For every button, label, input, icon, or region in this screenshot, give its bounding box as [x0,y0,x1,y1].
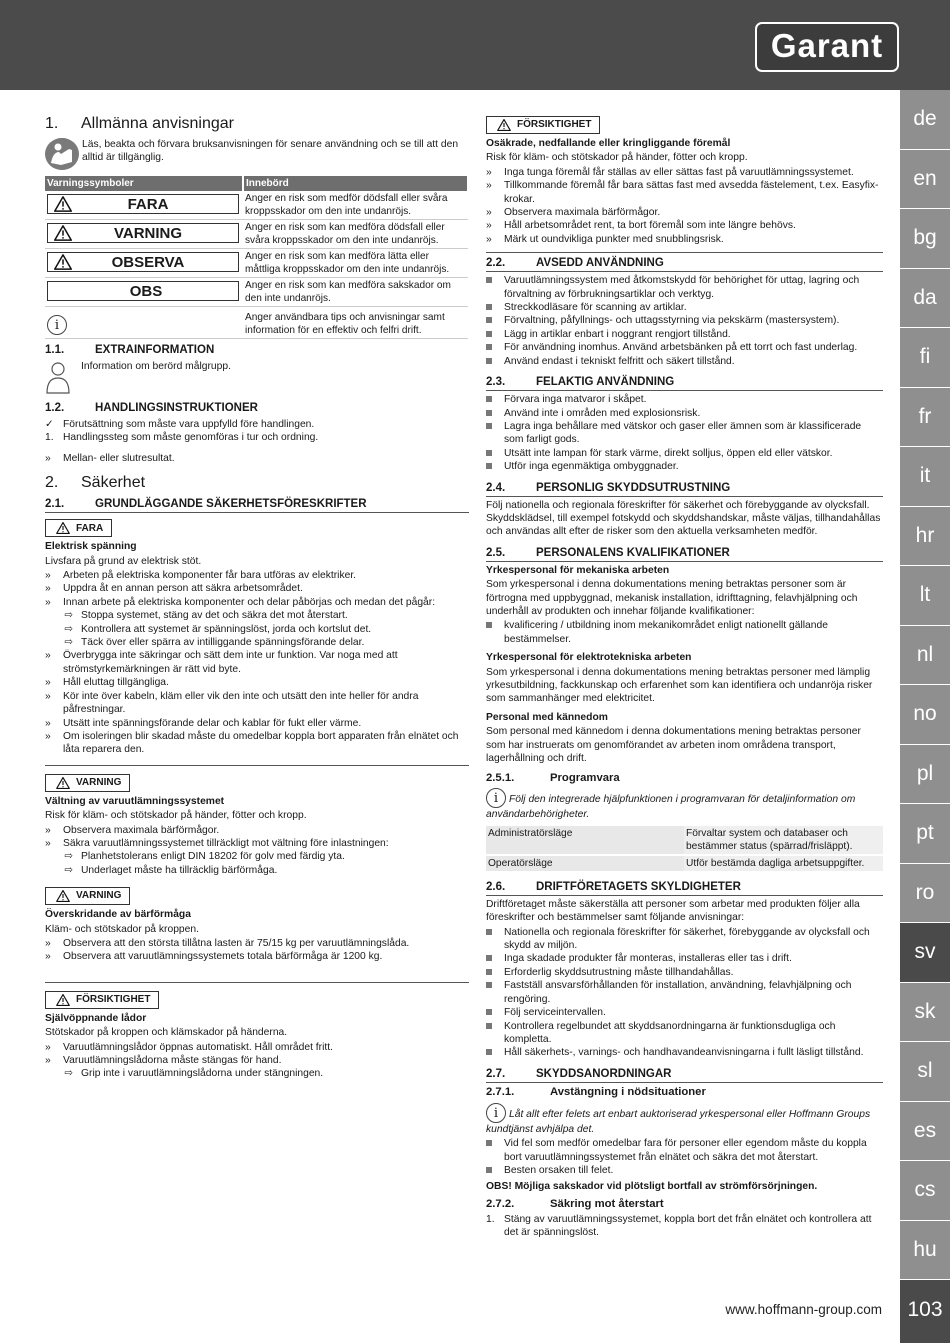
footer-url[interactable]: www.hoffmann-group.com [725,1302,882,1317]
warning-label-fara: FARA [45,519,112,537]
list-item: ✓ Förutsättning som måste vara uppfylld före handlingen. [45,419,315,430]
square-bullet-icon [486,450,492,456]
roles-table [486,826,883,873]
page-number: 103 [900,1280,950,1343]
section-1-1-heading: 1.1. EXTRAINFORMATION [45,344,215,356]
list-item: ⇨ Stoppa systemet, stäng av det och säkra det mot återstart. [64,610,348,622]
list-item: Utför inga egenmäktiga ombyggnader. [486,460,883,473]
damage-warning: OBS! Möjliga sakskador vid plötsligt bortfall av strömförsörjningen. [486,1181,818,1193]
square-bullet-icon [486,1167,492,1173]
list-item: » Arbeten på elektriska komponenter får bara utföras av elektriker. [45,570,357,582]
list-item: » Observera att varuutlämningssystemets totala bärförmåga är 1200 kg. [45,951,383,963]
intended-use-list [486,274,883,368]
subheading: Yrkespersonal för elektrotekniska arbeten [486,652,692,664]
paragraph: Som personal med kännedom i denna dokumentations mening betraktas personer som har instruerats om genomförandet av arbeten inom områdena transport, lagerhållning och drift. [486,726,861,765]
square-bullet-icon [486,1009,492,1015]
list-item: Besten orsaken till felet. [486,1164,883,1177]
info-icon: i [486,788,506,808]
emergency-note: i Låt allt efter felets art enbart auktoriserad yrkespersonal eller Hoffmann Groups kundtjänst avhjälpa det. [486,1103,883,1136]
warning-subtitle: Risk för kläm- och stötskador på händer, fötter och kropp. [45,810,307,822]
language-tab-en[interactable]: en [900,150,950,210]
warning-triangle-icon [56,994,70,1006]
square-bullet-icon [486,331,492,337]
section-2-heading: 2. Säkerhet [45,474,146,492]
warning-title: Elektrisk spänning [45,541,137,553]
warning-triangle-icon [54,225,72,241]
list-item: ⇨ Kontrollera att systemet är spänningslöst, jorda och kortslut det. [64,623,372,635]
table-header-symbols: Varningssymboler [45,176,243,191]
square-bullet-icon [486,344,492,350]
list-item: Lagra inga behållare med vätskor och gaser eller ämnen som är klassificerade som farligt gods. [486,420,883,447]
subheading: Yrkespersonal för mekaniska arbeten [486,564,670,576]
left-column [45,110,469,1081]
warning-title: Osäkrade, nedfallande eller kringliggande föremål [486,138,731,149]
table-row [45,191,468,220]
table-row [45,278,468,307]
table-row [45,307,468,339]
list-item: Fastställ ansvarsförhållanden för installation, användning, felavhjälpning och rengöring. [486,979,883,1006]
square-bullet-icon [486,929,492,935]
language-tab-it[interactable]: it [900,447,950,507]
language-tab-fr[interactable]: fr [900,388,950,448]
language-tab-no[interactable]: no [900,685,950,745]
square-bullet-icon [486,1023,492,1029]
language-tab-pl[interactable]: pl [900,745,950,805]
section-2-6-heading: 2.6. DRIFTFÖRETAGETS SKYLDIGHETER [486,880,883,896]
subheading: Personal med kännedom [486,711,608,723]
section-2-1-heading: 2.1. GRUNDLÄGGANDE SÄKERHETSFÖRESKRIFTER [45,497,469,513]
language-tab-sk[interactable]: sk [900,983,950,1043]
square-bullet-icon [486,969,492,975]
list-item: Använd endast i tekniskt felfritt och säkert tillstånd. [486,355,883,368]
list-item: 1. Stäng av varuutlämningssystemet, koppla bort det från elnätet och kontrollera att det är spänningslöst. [486,1213,872,1239]
square-bullet-icon [486,423,492,429]
section-2-5-heading: 2.5. PERSONALENS KVALIFIKATIONER [486,546,883,562]
list-item: » Håll arbetsområdet rent, ta bort föremål som inte längre behövs. [486,220,796,232]
list-item: kvalificering / utbildning inom mekanikområdet enligt nationellt gällande bestämmelser. [486,619,883,646]
square-bullet-icon [486,410,492,416]
intro-note [45,138,469,170]
person-icon [45,360,71,394]
list-item: Utsätt inte lampan för stark värme, direkt solljus, öppen eld eller vätskor. [486,447,883,460]
list-item: ⇨ Grip inte i varuutlämningslådorna under stängningen. [64,1068,324,1080]
list-item: Förvaltning, påfyllnings- och uttagsstyrning via pekskärm (mastersystem). [486,314,883,327]
section-1-2-heading: 1.2. HANDLINGSINSTRUKTIONER [45,402,258,414]
section-2-7-2-heading: 2.7.2. Säkring mot återstart [486,1197,664,1210]
extra-info-text: Information om berörd målgrupp. [81,361,231,372]
software-note: i Följ den integrerade hjälpfunktionen i programvaran för detaljinformation om användarbehörigheter. [486,788,883,821]
list-item: Inga skadade produkter får monteras, installeras eller tas i drift. [486,952,883,965]
list-item: » Varuutlämningslådor öppnas automatiskt. Håll området fritt. [45,1041,333,1053]
square-bullet-icon [486,358,492,364]
warning-triangle-icon [56,522,70,534]
warning-subtitle: Risk för kläm- och stötskador på händer, fötter och kropp. [486,152,748,164]
language-tab-nl[interactable]: nl [900,626,950,686]
list-item: Streckkodläsare för scanning av artiklar. [486,301,883,314]
warning-triangle-icon [56,890,70,902]
language-tab-cs[interactable]: cs [900,1161,950,1221]
list-item: Lägg in artiklar enbart i noggrant rengjort tillstånd. [486,328,883,341]
list-item: » Håll eluttag tillgängliga. [45,677,169,689]
warning-subtitle: Livsfara på grund av elektrisk stöt. [45,555,202,567]
language-tab-da[interactable]: da [900,269,950,329]
list-item: ⇨ Täck över eller spärra av intilliggande spänningsförande delar. [64,637,365,649]
signal-obs: OBS [47,281,239,301]
section-2-7-1-heading: 2.7.1. Avstängning i nödsituationer [486,1085,706,1098]
list-item: » Kör inte över kabeln, kläm eller vik den inte och utsätt den inte heller för andra påfrestningar. [45,690,419,716]
extra-info [45,360,469,394]
section-2-3-heading: 2.3. FELAKTIG ANVÄNDNING [486,375,883,391]
table-row [45,220,468,249]
paragraph: Som yrkespersonal i denna dokumentations mening betraktas personer som är förtrogna med uppbyggnad, mekanisk installation, idrifttagning, felavhjälpning och underhåll av produkten och innehar följande kvalifikationer: [486,579,858,617]
language-tab-de[interactable]: de [900,90,950,150]
list-item: » Märk ut oundvikliga punkter med snubblingsrisk. [486,233,724,245]
table-row [45,249,468,278]
language-tab-fi[interactable]: fi [900,328,950,388]
square-bullet-icon [486,304,492,310]
garant-logo: Garant [755,22,899,72]
signal-fara: FARA [47,194,239,214]
list-item: Följ serviceintervallen. [486,1006,883,1019]
warning-triangle-icon [54,196,72,212]
language-tab-hr[interactable]: hr [900,507,950,567]
warning-title: Överskridande av bärförmåga [45,909,191,921]
language-tab-es[interactable]: es [900,1102,950,1162]
warning-subtitle: Stötskador på kroppen och klämskador på händerna. [45,1027,288,1039]
list-item: Varuutlämningssystem med åtkomstskydd för behörighet för uttag, lagring och förvaltning av förbrukningsartiklar och verktyg. [486,274,883,301]
read-manual-icon [45,138,79,170]
language-tabs [900,90,950,1280]
signal-observa: OBSERVA [47,252,239,272]
list-item: » Säkra varuutlämningssystemet tillräckligt mot vältning före inlastningen: [45,837,389,849]
list-item: » Uppdra åt en annan person att säkra arbetsområdet. [45,583,303,595]
list-item: » Innan arbete på elektriska komponenter och delar påbörjas och medan det pågår: [45,596,436,608]
list-item: ⇨ Underlaget måste ha tillräcklig bärförmåga. [64,864,278,876]
section-1-heading: 1. Allmänna anvisningar [45,115,234,132]
list-item: Erforderlig skyddsutrustning måste tillhandahållas. [486,966,883,979]
square-bullet-icon [486,1049,492,1055]
section-2-5-1-heading: 2.5.1. Programvara [486,772,620,785]
language-tab-ro[interactable]: ro [900,864,950,924]
operator-duties-list [486,926,883,1060]
language-tab-sv[interactable]: sv [900,923,950,983]
meaning-text: Anger en risk som kan medföra lätta eller måttliga kroppsskador om den inte undanröjs. [243,249,468,278]
list-item: Vid fel som medför omedelbar fara för personer eller egendom måste du koppla bort varuutlämningssystemet från elnätet och säkra det mot återstart. [486,1137,883,1164]
language-tab-pt[interactable]: pt [900,804,950,864]
list-item: Nationella och regionala föreskrifter för säkerhet, förebyggande av olycksfall och skydd av miljön. [486,926,883,953]
meaning-text: Anger en risk som kan medföra dödsfall eller svåra kroppsskador om den inte undanröjs. [243,220,468,249]
list-item: » Tillkommande föremål får bara sättas fast med avsedda fästelement, t.ex. Easyfix-krokar. [486,180,879,205]
checkmark-icon: ✓ [45,419,54,430]
meaning-text: Anger användbara tips och anvisningar samt information för en effektiv och felfri drift. [243,307,468,339]
square-bullet-icon [486,317,492,323]
table-row: Operatörsläge Utför bestämda dagliga arbetsuppgifter. [486,855,883,872]
square-bullet-icon [486,396,492,402]
misuse-list [486,393,883,473]
warning-title: Vältning av varuutlämningssystemet [45,795,225,807]
language-tab-sl[interactable]: sl [900,1042,950,1102]
info-icon: i [486,1103,506,1123]
square-bullet-icon [486,1140,492,1146]
warning-label-varning: VARNING [45,774,130,792]
warning-symbols-table [45,176,469,339]
language-tab-lt[interactable]: lt [900,566,950,626]
list-item: » Observera maximala bärförmågor. [45,824,220,836]
intro-text: Läs, beakta och förvara bruksanvisningen för senare användning och se till att den alltid är tillgänglig. [82,139,459,164]
square-bullet-icon [486,982,492,988]
warning-triangle-icon [54,254,72,270]
warning-label-forsiktighet: FÖRSIKTIGHET [45,991,159,1009]
list-item: » Observera maximala bärförmågor. [486,207,661,219]
list-item: Använd inte i områden med explosionsrisk. [486,407,883,420]
list-item: » Varuutlämningslådorna måste stängas för hand. [45,1055,282,1066]
emergency-list [486,1137,883,1177]
warning-label-varning-2: VARNING [45,887,130,905]
list-item: 1. Handlingssteg som måste genomföras i tur och ordning. [45,432,319,444]
list-item: Kontrollera regelbundet att skyddsanordningarna är funktionsdugliga och kompletta. [486,1020,883,1047]
list-item: » Observera att den största tillåtna lasten är 75/15 kg per varuutlämningslåda. [45,937,410,949]
paragraph: Som yrkespersonal i denna dokumentations mening betraktas personer med lämplig yrkesutbildning, fackkunskap och erfarenhet som kan identifiera och undanröja risker som sammanhänger med elektricitet. [486,666,873,705]
list-item: » Överbrygga inte säkringar och sätt dem inte ur funktion. Var noga med att strömstyrkemärkningen är rätt vid byte. [45,650,398,675]
warning-triangle-icon [497,119,511,131]
square-bullet-icon [486,277,492,283]
list-item: » Mellan- eller slutresultat. [45,452,175,464]
list-item: För användning inomhus. Använd arbetsbänken på ett torrt och fast underlag. [486,341,883,354]
right-column [486,112,883,1240]
list-item: » Om isoleringen blir skadad måste du omedelbar koppla bort apparaten från elnätet och låta reparera den. [45,730,459,756]
signal-varning: VARNING [47,223,239,243]
list-item: ⇨ Planhetstolerans enligt DIN 18202 för golv med färdig yta. [64,851,345,863]
language-tab-bg[interactable]: bg [900,209,950,269]
list-item: » Inga tunga föremål får ställas av eller sättas fast på varuutlämningssystemet. [486,166,854,178]
square-bullet-icon [486,622,492,628]
warning-triangle-icon [56,777,70,789]
paragraph: Driftföretaget måste säkerställa att personer som arbetar med produkten följer alla föreskrifter och bestämmelser samt följande anvisningar: [486,898,860,924]
square-bullet-icon [486,463,492,469]
section-2-7-heading: 2.7. SKYDDSANORDNINGAR [486,1067,883,1083]
list-item: Håll säkerhets-, varnings- och handhavandeanvisningarna i fullt läsligt tillstånd. [486,1046,883,1059]
table-header-meaning: Innebörd [243,176,468,191]
warning-title: Självöppnande lådor [45,1012,147,1024]
square-bullet-icon [486,955,492,961]
ppe-text: Följ nationella och regionala föreskrifter för säkerhet och förebyggande av olycksfall. Skyddsklädsel, till exempel fotskydd och skyddshandskar, måste väljas, tillhandahållas och användas allt efter de risker som den aktuella verksamheten medför. [486,499,881,538]
meaning-text: Anger en risk som kan medföra sakskador om den inte undanröjs. [243,278,468,307]
meaning-text: Anger en risk som medför dödsfall eller svåra kroppsskador om den inte undanröjs. [243,191,468,220]
warning-label-forsiktighet: FÖRSIKTIGHET [486,116,600,134]
section-2-4-heading: 2.4. PERSONLIG SKYDDSUTRUSTNING [486,481,883,497]
list-item: Förvara inga matvaror i skåpet. [486,393,883,406]
list-item: » Utsätt inte spänningsförande delar och kablar för fukt eller värme. [45,717,362,729]
language-tab-hu[interactable]: hu [900,1221,950,1281]
info-icon: i [47,315,67,335]
warning-subtitle: Kläm- och stötskador på kroppen. [45,923,199,935]
section-2-2-heading: 2.2. AVSEDD ANVÄNDNING [486,256,883,272]
table-row: Administratörsläge Förvaltar system och databaser och bestämmer status (spärrad/frisläppt). [486,826,883,855]
